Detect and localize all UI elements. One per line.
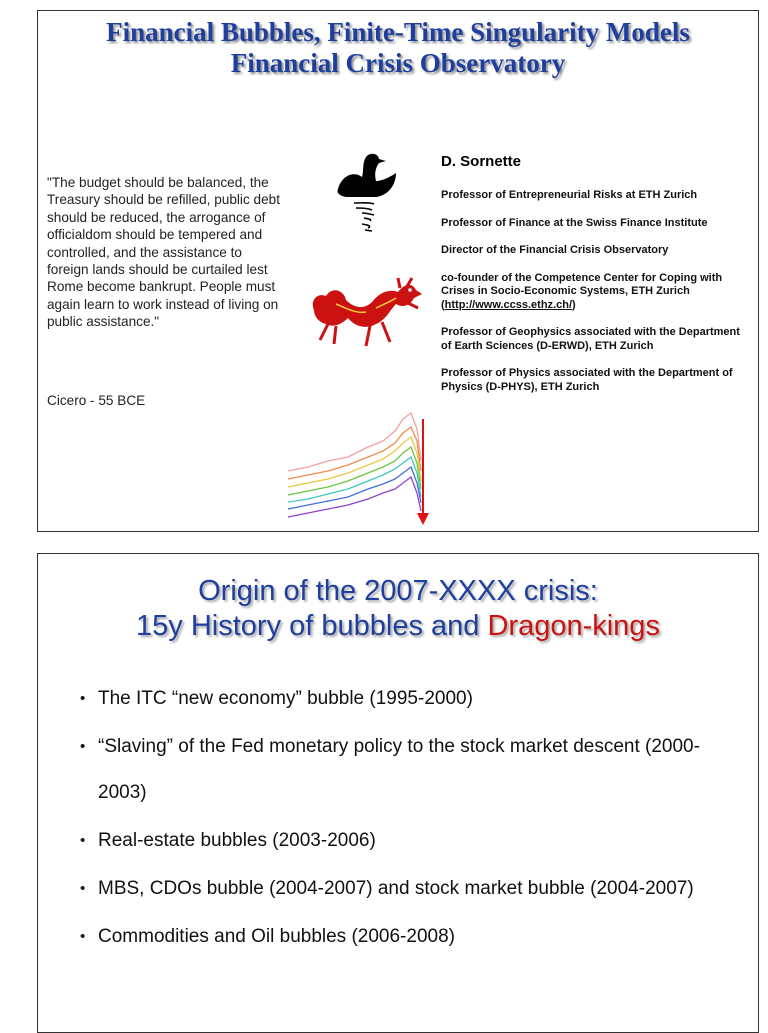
slide-crisis-origin [37, 553, 759, 1033]
quote-attribution: Cicero - 55 BCE [47, 393, 146, 408]
title-and: and [422, 610, 488, 642]
slide-title-heading [38, 17, 758, 79]
ccss-role-suffix: ) [572, 298, 576, 311]
cicero-quote: "The budget should be balanced, the Treasury should be refilled, public debt should be reduced, the arrogance of officialdom should be tempered and controlled, and the assistance to foreign lands should be curtailed lest Rome become bankrupt. People must again learn to work instead of living on public assistance." [47, 175, 280, 330]
ccss-role-prefix: co-founder of the Competence Center for Coping with Crises in Socio-Economic Systems, ETH Zurich ( [441, 271, 723, 311]
black-swan-icon [332, 151, 400, 233]
title-prefix: 15y History of [136, 610, 322, 642]
role-item: Professor of Finance at the Swiss Finance Institute [441, 216, 708, 229]
ccss-link[interactable]: http://www.ccss.ethz.ch/ [444, 298, 573, 311]
title-line-2: Financial Crisis Observatory [230, 48, 566, 78]
bullet-list [80, 676, 730, 962]
role-item: Professor of Entrepreneurial Risks at ETH Zurich [441, 189, 698, 201]
bullet-item: • “Slaving” of the Fed monetary policy to the stock market descent (2000-2003) [80, 724, 730, 816]
title-dragon-kings: Dragon-kings [487, 610, 660, 642]
role-item: Professor of Physics associated with the Department of Physics (D-PHYS), ETH Zurich [441, 367, 733, 393]
bullet-item: • MBS, CDOs bubble (2004-2007) and stock market bubble (2004-2007) [80, 866, 730, 912]
role-item-ccss [441, 272, 741, 313]
bullet-item: • Real-estate bubbles (2003-2006) [80, 818, 730, 864]
slide-title [37, 10, 759, 532]
role-item: Professor of Geophysics associated with the Department of Earth Sciences (D-ERWD), ETH Zurich [441, 326, 740, 352]
bullet-item: • Commodities and Oil bubbles (2006-2008) [80, 914, 730, 960]
role-item: Director of the Financial Crisis Observatory [441, 244, 669, 256]
title-line-1: Origin of the 2007-XXXX crisis: [198, 575, 598, 607]
red-dragon-icon [306, 274, 424, 352]
bubble-price-chart-icon [283, 401, 433, 526]
title-bubbles: bubbles [321, 610, 423, 642]
author-name: D. Sornette [441, 153, 522, 170]
title-line-1: Financial Bubbles, Finite-Time Singularity Models [106, 17, 690, 47]
slide-2-heading [38, 574, 758, 644]
title-line-2 [38, 609, 758, 644]
author-roles [441, 189, 741, 408]
bullet-item: • The ITC “new economy” bubble (1995-2000) [80, 676, 730, 722]
